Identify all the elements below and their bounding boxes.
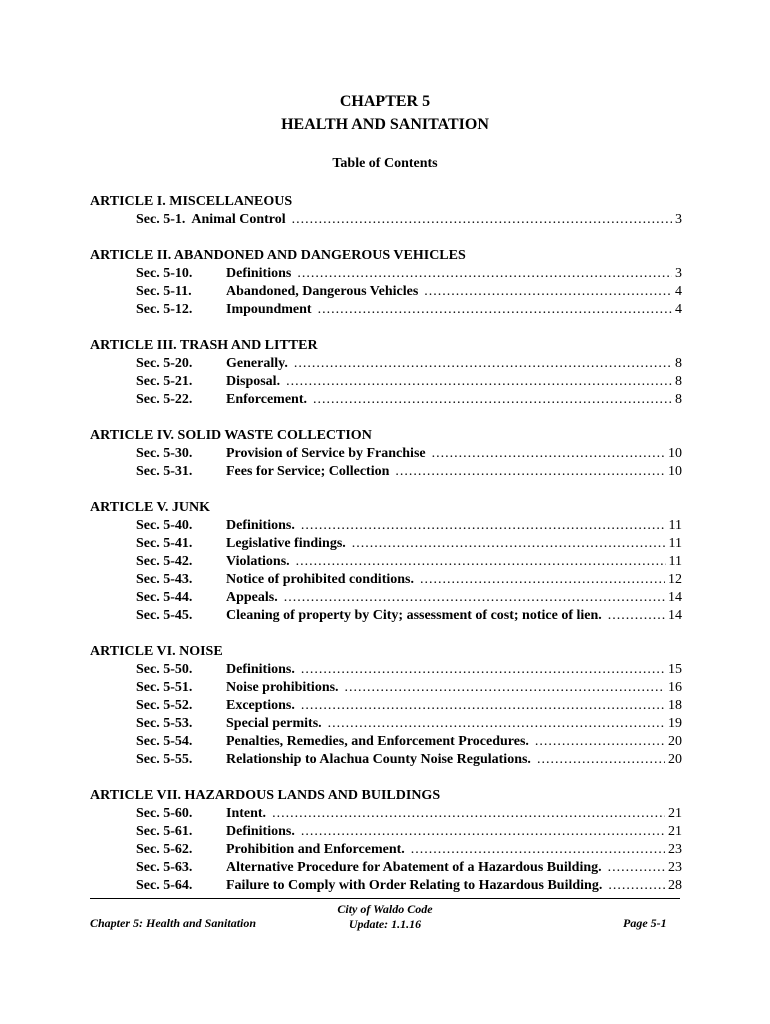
- section-title: Cleaning of property by City; assessment of cost; notice of lien.: [226, 608, 602, 623]
- toc-article: [90, 427, 682, 481]
- section-number: Sec. 5-62.: [136, 842, 193, 857]
- section-page: 19: [668, 716, 682, 731]
- toc-entry[interactable]: [90, 535, 682, 553]
- section-page: 8: [675, 356, 682, 371]
- section-page: 11: [668, 536, 682, 551]
- section-title: Enforcement.: [226, 392, 307, 407]
- article-heading: ARTICLE IV. SOLID WASTE COLLECTION: [90, 428, 372, 443]
- dot-leader: [292, 211, 672, 229]
- dot-leader: [313, 391, 672, 409]
- section-page: 20: [668, 734, 682, 749]
- toc-entry[interactable]: [90, 733, 682, 751]
- dot-leader: [301, 823, 665, 841]
- toc-entry[interactable]: [90, 715, 682, 733]
- section-number: Sec. 5-41.: [136, 536, 193, 551]
- toc-entry[interactable]: [90, 553, 682, 571]
- section-title: Special permits.: [226, 716, 322, 731]
- section-title: Alternative Procedure for Abatement of a Hazardous Building.: [226, 860, 602, 875]
- section-title: Legislative findings.: [226, 536, 346, 551]
- section-page: 14: [668, 590, 682, 605]
- section-number: Sec. 5-54.: [136, 734, 193, 749]
- section-title: Impoundment: [226, 302, 312, 317]
- section-number: Sec. 5-42.: [136, 554, 193, 569]
- table-of-contents: [90, 193, 682, 913]
- dot-leader: [272, 805, 665, 823]
- toc-entry[interactable]: [90, 661, 682, 679]
- section-page: 10: [668, 446, 682, 461]
- section-number: Sec. 5-20.: [136, 356, 193, 371]
- dot-leader: [395, 463, 665, 481]
- toc-entry[interactable]: [90, 571, 682, 589]
- footer-update-date: Update: 1.1.16: [348, 917, 422, 931]
- toc-article: [90, 193, 682, 229]
- section-title: Definitions: [226, 266, 292, 281]
- section-title: Abandoned, Dangerous Vehicles: [226, 284, 419, 299]
- section-number: Sec. 5-21.: [136, 374, 193, 389]
- footer-code-name: City of Waldo Code: [337, 902, 433, 916]
- section-title: Provision of Service by Franchise: [226, 446, 426, 461]
- section-title: Failure to Comply with Order Relating to Hazardous Building.: [226, 878, 603, 893]
- article-heading: ARTICLE I. MISCELLANEOUS: [90, 194, 293, 209]
- toc-entry[interactable]: [90, 823, 682, 841]
- toc-article: [90, 337, 682, 409]
- section-number: Sec. 5-40.: [136, 518, 193, 533]
- footer-divider: [90, 898, 680, 899]
- section-title: Definitions.: [226, 518, 295, 533]
- section-number: Sec. 5-22.: [136, 392, 193, 407]
- article-heading: ARTICLE VI. NOISE: [90, 644, 223, 659]
- section-page: 11: [668, 518, 682, 533]
- section-title: Definitions.: [226, 662, 295, 677]
- section-title: Relationship to Alachua County Noise Regulations.: [226, 752, 531, 767]
- dot-leader: [535, 733, 665, 751]
- section-number: Sec. 5-60.: [136, 806, 193, 821]
- dot-leader: [424, 283, 672, 301]
- toc-entry[interactable]: [90, 445, 682, 463]
- section-page: 21: [668, 824, 682, 839]
- toc-entry[interactable]: [90, 751, 682, 769]
- chapter-number: CHAPTER 5: [339, 93, 431, 110]
- dot-leader: [284, 589, 665, 607]
- section-page: 14: [668, 608, 682, 623]
- dot-leader: [294, 355, 672, 373]
- section-number: Sec. 5-63.: [136, 860, 193, 875]
- section-number: Sec. 5-12.: [136, 302, 193, 317]
- section-page: 16: [668, 680, 682, 695]
- toc-entry[interactable]: [90, 805, 682, 823]
- section-number: Sec. 5-53.: [136, 716, 193, 731]
- section-page: 21: [668, 806, 682, 821]
- toc-entry[interactable]: [90, 859, 682, 877]
- toc-article: [90, 787, 682, 895]
- section-title: Generally.: [226, 356, 288, 371]
- section-number: Sec. 5-61.: [136, 824, 193, 839]
- dot-leader: [345, 679, 665, 697]
- section-title: Exceptions.: [226, 698, 295, 713]
- section-title: Appeals.: [226, 590, 278, 605]
- section-number: Sec. 5-50.: [136, 662, 193, 677]
- section-title: Intent.: [226, 806, 267, 821]
- dot-leader: [328, 715, 665, 733]
- toc-entry[interactable]: [90, 679, 682, 697]
- section-title: Penalties, Remedies, and Enforcement Procedures.: [226, 734, 529, 749]
- section-page: 11: [668, 554, 682, 569]
- section-title: Violations.: [226, 554, 290, 569]
- section-page: 8: [675, 374, 682, 389]
- toc-entry[interactable]: [90, 265, 682, 283]
- section-title: Definitions.: [226, 824, 295, 839]
- toc-entry[interactable]: [90, 355, 682, 373]
- section-page: 23: [668, 860, 682, 875]
- article-heading: ARTICLE VII. HAZARDOUS LANDS AND BUILDINGS: [90, 788, 441, 803]
- section-number: Sec. 5-64.: [136, 878, 193, 893]
- section-number: Sec. 5-31.: [136, 464, 193, 479]
- section-number: Sec. 5-45.: [136, 608, 193, 623]
- section-page: 28: [668, 878, 682, 893]
- toc-article: [90, 247, 682, 319]
- toc-entry[interactable]: [90, 697, 682, 715]
- section-page: 18: [668, 698, 682, 713]
- dot-leader: [432, 445, 665, 463]
- toc-entry[interactable]: [90, 463, 682, 481]
- chapter-title: HEALTH AND SANITATION: [281, 116, 489, 133]
- footer-chapter-label: Chapter 5: Health and Sanitation: [90, 916, 257, 930]
- toc-article: [90, 643, 682, 769]
- dot-leader: [318, 301, 672, 319]
- section-title: Animal Control: [191, 212, 286, 227]
- dot-leader: [608, 859, 665, 877]
- section-number: Sec. 5-43.: [136, 572, 193, 587]
- article-heading: ARTICLE V. JUNK: [90, 500, 210, 515]
- section-title: Noise prohibitions.: [226, 680, 339, 695]
- section-page: 8: [675, 392, 682, 407]
- dot-leader: [301, 661, 665, 679]
- section-number: Sec. 5-55.: [136, 752, 193, 767]
- dot-leader: [352, 535, 666, 553]
- footer-page-number: Page 5-1: [623, 916, 667, 930]
- section-page: 4: [675, 302, 682, 317]
- toc-article: [90, 499, 682, 625]
- section-number: Sec. 5-51.: [136, 680, 193, 695]
- section-page: 3: [675, 266, 682, 281]
- toc-entry[interactable]: [90, 391, 682, 409]
- dot-leader: [296, 553, 666, 571]
- section-title: Notice of prohibited conditions.: [226, 572, 414, 587]
- section-title: Disposal.: [226, 374, 281, 389]
- section-page: 20: [668, 752, 682, 767]
- dot-leader: [608, 607, 665, 625]
- toc-entry[interactable]: [90, 877, 682, 895]
- section-title: Prohibition and Enforcement.: [226, 842, 405, 857]
- section-page: 3: [675, 212, 682, 227]
- dot-leader: [301, 697, 665, 715]
- toc-entry[interactable]: [90, 589, 682, 607]
- section-page: 10: [668, 464, 682, 479]
- toc-entry[interactable]: [90, 607, 682, 625]
- article-heading: ARTICLE II. ABANDONED AND DANGEROUS VEHICLES: [90, 248, 466, 263]
- toc-entry[interactable]: [90, 517, 682, 535]
- section-number: Sec. 5-52.: [136, 698, 193, 713]
- dot-leader: [420, 571, 665, 589]
- toc-entry[interactable]: [90, 301, 682, 319]
- section-page: 4: [675, 284, 682, 299]
- section-number: Sec. 5-10.: [136, 266, 193, 281]
- dot-leader: [411, 841, 665, 859]
- toc-entry[interactable]: [90, 283, 682, 301]
- dot-leader: [286, 373, 672, 391]
- article-heading: ARTICLE III. TRASH AND LITTER: [90, 338, 318, 353]
- dot-leader: [297, 265, 672, 283]
- toc-entry[interactable]: [90, 841, 682, 859]
- toc-entry[interactable]: [90, 373, 682, 391]
- section-page: 15: [668, 662, 682, 677]
- section-number: Sec. 5-11.: [136, 284, 192, 299]
- section-title: Fees for Service; Collection: [226, 464, 390, 479]
- section-number: Sec. 5-30.: [136, 446, 193, 461]
- dot-leader: [537, 751, 665, 769]
- dot-leader: [608, 877, 665, 895]
- section-page: 12: [668, 572, 682, 587]
- section-number: Sec. 5-1.: [136, 212, 186, 227]
- section-page: 23: [668, 842, 682, 857]
- toc-heading: Table of Contents: [332, 156, 438, 171]
- toc-entry[interactable]: [90, 211, 682, 229]
- section-number: Sec. 5-44.: [136, 590, 193, 605]
- dot-leader: [301, 517, 666, 535]
